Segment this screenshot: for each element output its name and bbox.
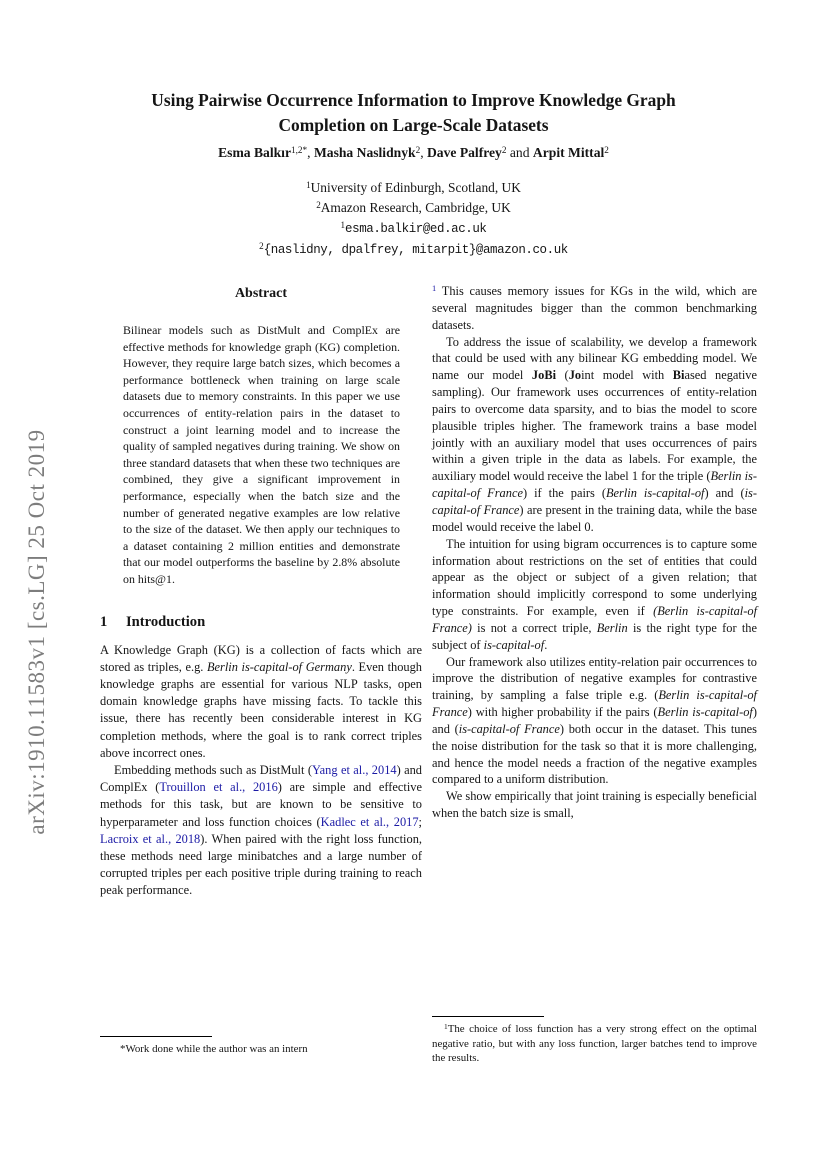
paragraph (432, 788, 757, 822)
text-run: ) and ( (432, 705, 757, 736)
text-run: JoBi (531, 368, 557, 383)
text-run: ) are simple and effective methods for this task, but are known to be sensitive to hyperparameter and loss function choices ( (100, 780, 422, 829)
text-run: ased negative sampling). Our framework uses occurrences of entity-relation pairs to overcome data sparsity, and to bias the model to score plausible triples higher. The framework trains a base model jointly with an auxiliary model that uses occurrences of pairs within a given triple in the data as labels. For example, the auxiliary model would receive the label 1 for the triple ( (432, 368, 757, 484)
text-run: We show empirically that joint training is especially beneficial when the batch size is small, (432, 789, 757, 821)
paragraph (432, 654, 757, 789)
text-run: To address the issue of scalability, we develop a framework that could be used with any bilinear KG embedding model. We name our model (432, 334, 757, 383)
section-title: Introduction (126, 613, 206, 630)
text-run: Esma Balkır (218, 145, 291, 160)
text-run: ) if the pairs ( (522, 486, 606, 501)
text-run: esma.balkir@ed.ac.uk (345, 222, 487, 236)
affiliations (85, 178, 742, 260)
text-run: , (420, 145, 427, 160)
text-run: 1,2* (290, 144, 308, 155)
affiliation-line-2 (85, 198, 742, 218)
text-run: Amazon Research, Cambridge, UK (320, 200, 511, 215)
email-line-1 (85, 218, 742, 239)
text-run: . (544, 637, 548, 652)
text-run: Our framework also utilizes entity-relation pair occurrences to improve the distribution of negative examples for contrastive training, by sampling a false triple e.g. ( (432, 654, 757, 703)
text-run: ) and ( (704, 486, 745, 501)
paper-title-line-2: Completion on Large-Scale Datasets (278, 114, 549, 135)
citation-link[interactable]: Yang et al., 2014 (311, 762, 397, 777)
text-run: 2 (501, 144, 507, 155)
citation-link[interactable]: Kadlec et al., 2017 (320, 814, 419, 829)
text-run: 2 (316, 199, 321, 210)
text-run: Jo (568, 368, 582, 383)
abstract-body (123, 322, 400, 588)
text-run: ). When paired with the right loss function, these methods need large minibatches and a large number of corrupted triples per each positive triple during training to reach peak performance. (100, 831, 422, 898)
footnote-author-note (100, 1036, 422, 1057)
text-run: This causes memory issues for KGs in the wild, which are several magnitudes bigger than the common benchmarking datasets. (432, 284, 757, 332)
paper-title (85, 88, 742, 137)
text-run: Berlin (596, 620, 628, 635)
text-run: (Berlin is-capital-of France) (432, 604, 758, 635)
text-run: 1 (340, 219, 346, 230)
paragraph (100, 762, 422, 900)
paragraph (100, 642, 422, 762)
footnote-text (432, 1022, 757, 1066)
abstract-heading: Abstract (234, 286, 288, 301)
email-line-2 (85, 239, 742, 260)
footnote-ref-link[interactable]: 1 (432, 283, 437, 294)
section-heading-introduction (100, 614, 422, 631)
text-run: The intuition for using bigram occurrences is to capture some information about restrictions on the set of entities that could appear as the object or subject of a given relation; that information should implicitly correspond to some underlying type constraints. For example, even if (432, 536, 757, 619)
text-run: Bilinear models such as DistMult and ComplEx are effective methods for knowledge graph (KG) completion. However, they require large batch sizes, which becomes a performance bottleneck when training on large scale datasets due to memory constraints. In this paper we use occurrences of entity-relation pairs in the dataset to construct a joint learning model and to increase the quality of sampled negatives during training. We show on three standard datasets that when these two techniques are combined, they give a significant improvement in performance, especially when the batch size and the number of generated negative examples are low relative to the size of the dataset. We then apply our techniques to a dataset containing 2 million entities and demonstrate that our model outperforms the baseline by 2.8% absolute on hits@1. (123, 323, 400, 586)
text-run: ) and ComplEx ( (100, 762, 422, 795)
text-run: and (506, 145, 533, 160)
text-run: Berlin is-capital-of Germany (206, 659, 352, 674)
text-run: int model with (581, 368, 673, 383)
author-line (85, 145, 742, 161)
text-run: ) are present in the training data, while the base model would receive the label 0. (432, 502, 757, 534)
text-run: 1 (306, 179, 311, 190)
text-run: ( (556, 368, 569, 383)
text-run: The choice of loss function has a very strong effect on the optimal negative ratio, but with any loss function, larger batches tend to improve the results. (432, 1023, 757, 1065)
text-run: University of Edinburgh, Scotland, UK (310, 180, 521, 195)
paragraph (432, 536, 757, 654)
text-run: Arpit Mittal (532, 145, 605, 160)
footnote-rule (432, 1016, 544, 1017)
citation-link[interactable]: Lacroix et al., 2018 (100, 831, 201, 846)
citation-link[interactable]: Trouillon et al., 2016 (159, 780, 278, 795)
text-run: Berlin is-capital-of (657, 705, 753, 720)
paper-title-line-1: Using Pairwise Occurrence Information to Improve Knowledge Graph (151, 90, 676, 110)
text-run: 2 (259, 240, 264, 251)
arxiv-watermark: arXiv:1910.11583v1 [cs.LG] 25 Oct 2019 (24, 429, 49, 835)
text-run: 2 (604, 144, 609, 155)
paragraph (432, 334, 757, 536)
text-run: is the right type for the subject of (432, 620, 757, 652)
text-run: ) both occur in the dataset. This tunes the noise distribution for the task so that it is more challenging, and hence the model needs a fraction of the negative examples compared to a uniform distribution. (432, 721, 757, 787)
paragraph (432, 283, 757, 334)
text-run: Berlin is-capital-of France (432, 688, 757, 720)
text-run: Bi (672, 368, 685, 383)
text-run: ; (418, 814, 422, 829)
right-column (432, 283, 757, 822)
section-number: 1 (100, 613, 108, 630)
text-run: is-capital-of France (432, 486, 758, 517)
footnote-rule (100, 1036, 212, 1037)
footnote-1 (432, 1016, 757, 1066)
text-run: , (307, 145, 314, 160)
text-run: Masha Naslidnyk (313, 145, 416, 160)
text-run: Berlin is-capital-of (605, 486, 705, 501)
text-run: is-capital-of France (458, 721, 560, 736)
left-column (100, 283, 422, 900)
text-run: is not a correct triple, (471, 620, 597, 635)
text-run: Berlin is-capital-of France (432, 469, 757, 501)
text-run: {naslidny, dpalfrey, mitarpit}@amazon.co.uk (263, 243, 568, 257)
text-run: is-capital-of (483, 637, 545, 652)
text-run: 2 (415, 144, 421, 155)
text-run: 1 (444, 1021, 448, 1031)
text-run: *Work done while the author was an intern (120, 1043, 308, 1055)
text-run: Embedding methods such as DistMult ( (114, 762, 312, 777)
text-run: A Knowledge Graph (KG) is a collection of facts which are stored as triples, e.g. (100, 642, 422, 674)
text-run: Dave Palfrey (426, 145, 502, 160)
footnote-text (100, 1042, 422, 1057)
affiliation-line-1 (85, 178, 742, 198)
text-run: . Even though knowledge graphs are essential for various NLP tasks, open domain knowledge graphs have missing facts. To tackle this issue, there has recently been considerable interest in KG completion methods, where the goal is to rank correct triples above incorrect ones. (100, 659, 423, 760)
text-run: ) with higher probability if the pairs ( (467, 705, 658, 720)
